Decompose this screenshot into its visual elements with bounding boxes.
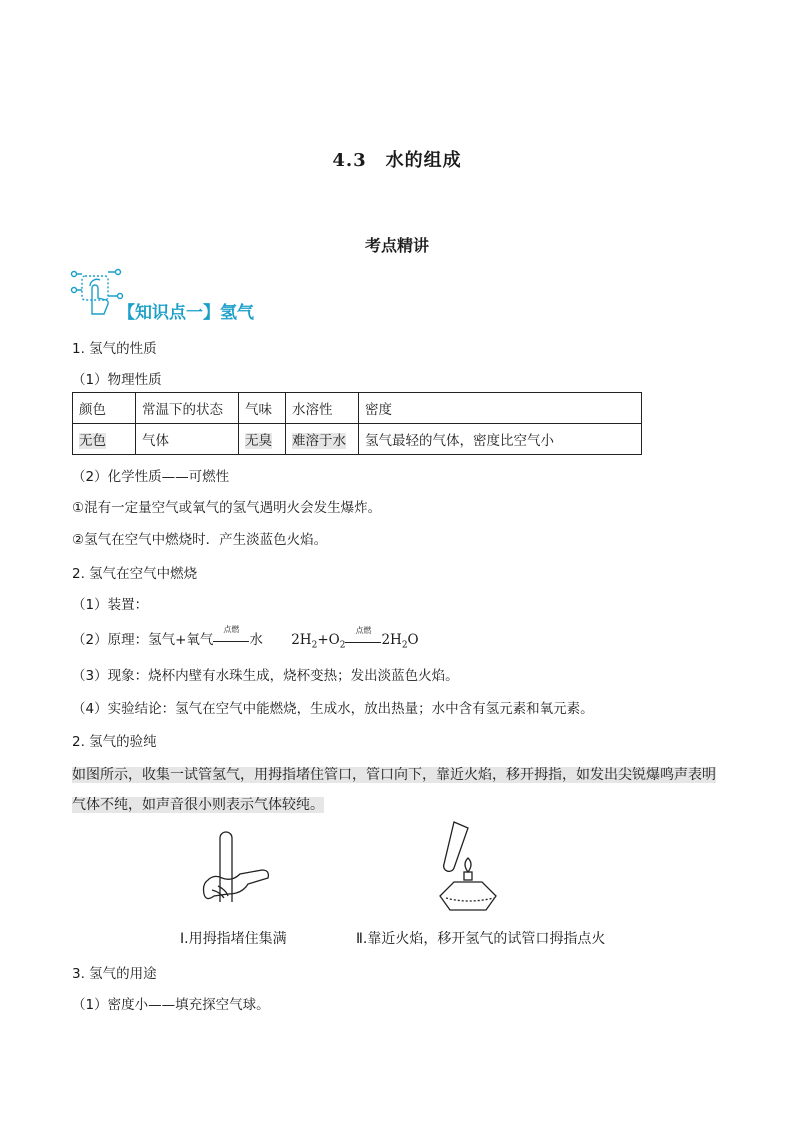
table-cell: 气味 xyxy=(239,393,286,424)
page-title: 4.3 水的组成 xyxy=(332,150,462,171)
table-cell: 气体 xyxy=(136,424,239,455)
table-cell: 水溶性 xyxy=(286,393,359,424)
table-header-row xyxy=(73,393,642,424)
purity-test-paragraph: 如图所示，收集一试管氢气，用拇指堵住管口，管口向下，靠近火焰，移开拇指，如发出尖锐爆鸣声表明气体不纯，如声音很小则表示气体较纯。 xyxy=(72,767,716,813)
table-row xyxy=(73,424,642,455)
table-cell: 氢气最轻的气体，密度比空气小 xyxy=(359,424,642,455)
section3-heading: 2. 氢气的验纯 xyxy=(72,734,157,750)
section2-heading: 2. 氢气在空气中燃烧 xyxy=(72,566,198,582)
phenomenon-line: （3）现象：烧杯内壁有水珠生成，烧杯变热；发出淡蓝色火焰。 xyxy=(72,668,459,684)
conclusion-line: （4）实验结论：氢气在空气中能燃烧，生成水，放出热量；水中含有氢元素和氧元素。 xyxy=(72,701,594,717)
principle-line xyxy=(72,625,419,651)
principle-product: 水 xyxy=(249,632,263,648)
table-cell: 密度 xyxy=(359,393,642,424)
chemical-equation: $2H_2+O_2$ 点燃 $2H_2O$ xyxy=(291,625,419,651)
reaction-arrow xyxy=(213,625,249,647)
equation-arrow: 点燃 xyxy=(345,634,381,648)
reaction-condition: 点燃 xyxy=(223,625,240,634)
figure-caption-1: Ⅰ.用拇指堵住集满 xyxy=(180,931,287,947)
table-cell: 无臭 xyxy=(239,424,286,455)
table-cell: 颜色 xyxy=(73,393,136,424)
chemical-point-2: ②氢气在空气中燃烧时．产生淡蓝色火焰。 xyxy=(72,532,328,548)
principle-label: （2）原理：氢气+氧气 xyxy=(72,632,214,648)
knowledge-point-heading: 【知识点一】氢气 xyxy=(118,303,254,323)
properties-table xyxy=(72,392,642,455)
figure-caption-2: Ⅱ.靠近火焰，移开氢气的试管口拇指点火 xyxy=(356,931,606,947)
physical-properties-label: （1）物理性质 xyxy=(72,372,162,388)
use-item-1: （1）密度小——填充探空气球。 xyxy=(72,997,270,1013)
table-cell: 无色 xyxy=(73,424,136,455)
chemical-properties-label: （2）化学性质——可燃性 xyxy=(72,469,230,485)
thumb-sealing-tube-illustration xyxy=(198,830,298,912)
section1-heading: 1. 氢气的性质 xyxy=(72,341,157,357)
section4-heading: 3. 氢气的用途 xyxy=(72,966,157,982)
table-cell: 常温下的状态 xyxy=(136,393,239,424)
chemical-point-1: ①混有一定量空气或氧气的氢气遇明火会发生爆炸。 xyxy=(72,500,382,516)
table-cell: 难溶于水 xyxy=(286,424,359,455)
tube-near-flame-illustration xyxy=(432,820,512,915)
section-subtitle: 考点精讲 xyxy=(364,236,429,255)
device-label: （1）装置： xyxy=(72,597,149,613)
